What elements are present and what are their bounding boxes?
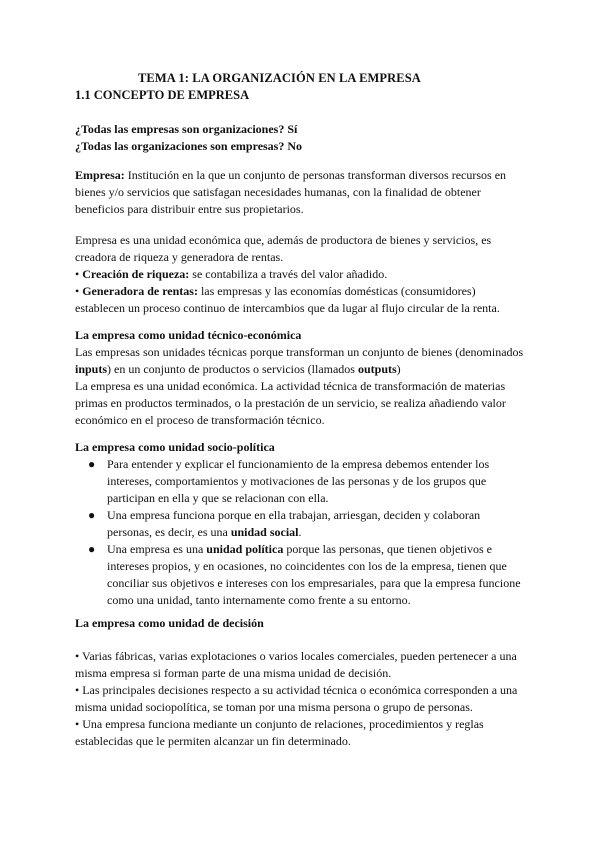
economic-item-label: Creación de riqueza: [82, 267, 190, 281]
decision-item: • Varias fábricas, varias explotaciones o varios locales comerciales, pueden pertenecer a una misma empresa si forman parte de una misma unidad de decisión. [75, 649, 517, 680]
text-span: Las empresas son unidades técnicas porque transforman un conjunto de bienes (denominados [75, 345, 524, 359]
sociopolitical-section [75, 439, 527, 609]
social-unit-term: unidad social [230, 525, 299, 539]
bullet-dot: ● [88, 542, 96, 556]
technical-heading: La empresa como unidad técnico-económica [75, 328, 302, 342]
decision-list [75, 648, 527, 750]
document-title: TEMA 1: LA ORGANIZACIÓN EN LA EMPRESA [138, 71, 421, 85]
list-item-text: porque las personas, que tienen objetivos e intereses propios, y en ocasiones, no coincidentes con los de la empresa, tienen que conciliar sus objetivos e intereses con los empresariales, para que la empresa funcione como una unidad, tanto internamente como frente a su entorno. [107, 542, 521, 607]
bullet-dot: • [75, 284, 80, 298]
list-item [75, 541, 527, 609]
list-item-text: Para entender y explicar el funcionamiento de la empresa debemos entender los intereses, comportamientos y motivaciones de las personas y de los grupos que participan en ella y que se relacionan con ella. [107, 457, 490, 505]
economic-item-text: se contabiliza a través del valor añadido. [189, 267, 388, 281]
sociopolitical-list [75, 456, 527, 609]
questions-block [75, 121, 527, 155]
decision-item: • Una empresa funciona mediante un conjunto de relaciones, procedimientos y reglas establecidas que le permiten alcanzar un fin determinado. [75, 717, 484, 748]
technical-paragraph-1 [75, 344, 527, 378]
text-span: ) [396, 362, 401, 376]
bullet-dot: ● [88, 508, 96, 522]
economic-intro: Empresa es una unidad económica que, además de productora de bienes y servicios, es creadora de riqueza y generadora de rentas. [75, 233, 492, 264]
technical-paragraph-2: La empresa es una unidad económica. La actividad técnica de transformación de materias primas en productos terminados, o la prestación de un servicio, se realiza añadiendo valor económico en el proceso de transformación técnico. [75, 379, 506, 427]
list-item [75, 507, 527, 541]
list-item-text: Una empresa funciona porque en ella trabajan, arriesgan, deciden y colaboran personas, es decir, es una [107, 508, 481, 539]
decision-heading: La empresa como unidad de decisión [75, 616, 264, 630]
decision-item: • Las principales decisiones respecto a su actividad técnica o económica corresponden a una misma unidad sociopolítica, se toman por una misma persona o grupo de personas. [75, 683, 518, 714]
decision-section [75, 615, 527, 632]
sociopolitical-heading: La empresa como unidad socio-política [75, 440, 275, 454]
question-1: ¿Todas las empresas son organizaciones? Sí [75, 122, 298, 136]
economic-item [75, 266, 527, 283]
outputs-term: outputs [357, 362, 397, 376]
economic-unit-block [75, 232, 527, 317]
bullet-dot: ● [88, 457, 96, 471]
economic-item [75, 283, 527, 317]
list-item [75, 456, 527, 507]
technical-unit-section [75, 327, 527, 429]
definition-paragraph [75, 167, 527, 218]
question-2: ¿Todas las organizaciones son empresas? No [75, 139, 303, 153]
political-unit-term: unidad política [206, 542, 284, 556]
economic-item-label: Generadora de rentas: [82, 284, 198, 298]
definition-text: Institución en la que un conjunto de personas transforman diversos recursos en bienes y/o servicios que satisfagan necesidades humanas, con la finalidad de obtener beneficios para distribuir entre sus propietarios. [75, 168, 507, 216]
section-subtitle: 1.1 CONCEPTO DE EMPRESA [75, 88, 250, 102]
text-span: ) en un conjunto de productos o servicios (llamados [107, 362, 358, 376]
list-item-text: . [298, 525, 302, 539]
bullet-dot: • [75, 267, 80, 281]
economic-item-text: las empresas y las economías domésticas (consumidores) establecen un proceso continuo de intercambios que da lugar al flujo circular de la renta. [75, 284, 500, 315]
definition-label: Empresa: [75, 168, 125, 182]
list-item-text: Una empresa es una [107, 542, 207, 556]
inputs-term: inputs [75, 362, 108, 376]
